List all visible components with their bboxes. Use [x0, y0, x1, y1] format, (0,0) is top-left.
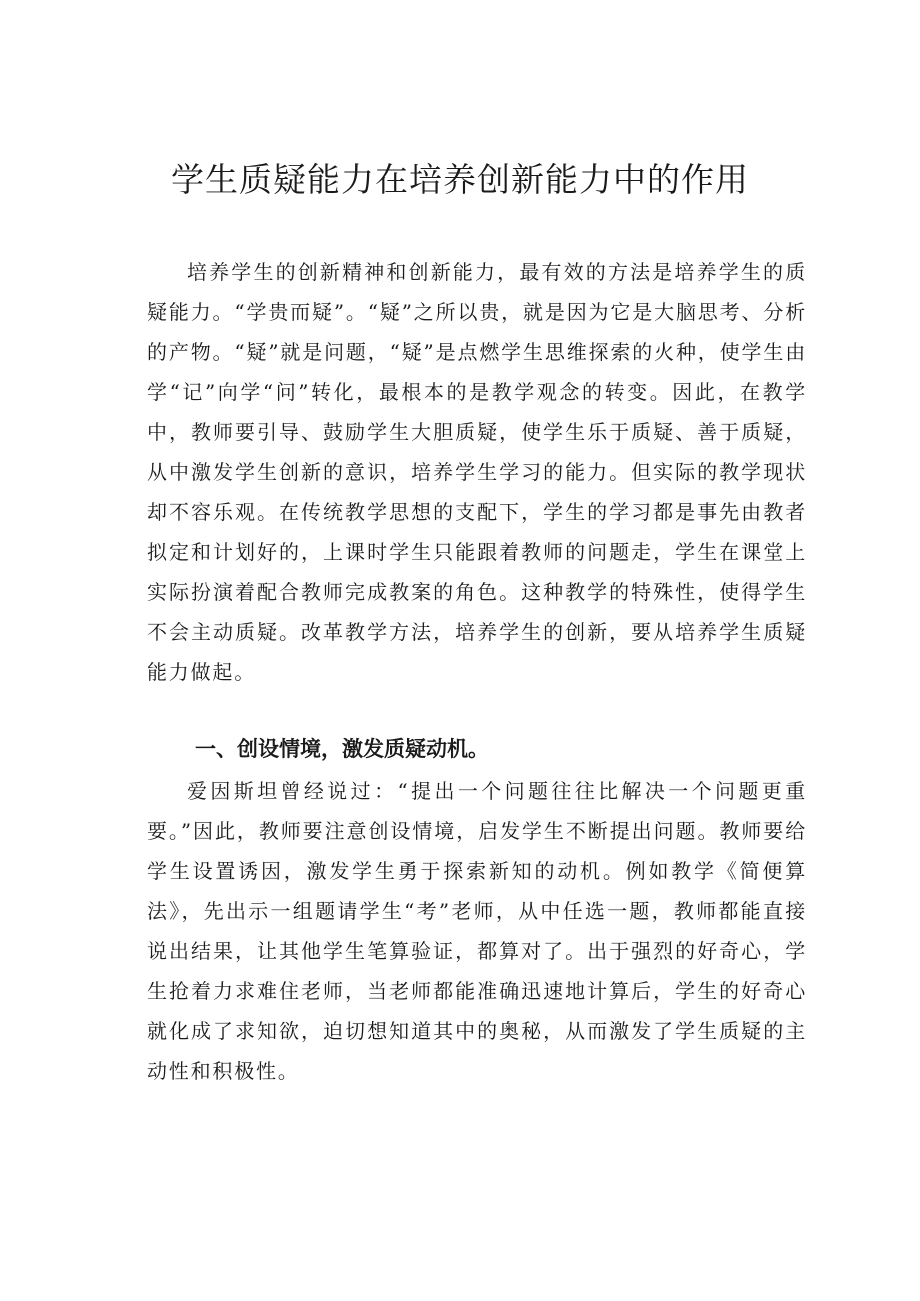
section-paragraph: 爱因斯坦曾经说过：“提出一个问题往往比解决一个问题更重要。”因此，教师要注意创设情境，启发学生不断提出问题。教师要给学生设置诱因，激发学生勇于探索新知的动机。例如教学《简便算法》，先出示一组题请学生“考”老师，从中任选一题，教师都能直接说出结果，让其他学生笔算验证，都算对了。出于强烈的好奇心，学生抢着力求难住老师，当老师都能准确迅速地计算后，学生的好奇心就化成了求知欲，迫切想知道其中的奥秘，从而激发了学生质疑的主动性和积极性。: [147, 779, 807, 1083]
section-heading: 一、创设情境，激发质疑动机。: [195, 737, 489, 761]
document-title: 学生质疑能力在培养创新能力中的作用: [171, 160, 749, 199]
intro-paragraph: 培养学生的创新精神和创新能力，最有效的方法是培养学生的质疑能力。“学贵而疑”。“疑”之所以贵，就是因为它是大脑思考、分析的产物。“疑”就是问题，“疑”是点燃学生思维探索的火种，使学生由学“记”向学“问”转化，最根本的是教学观念的转变。因此，在教学中，教师要引导、鼓励学生大胆质疑，使学生乐于质疑、善于质疑，从中激发学生创新的意识，培养学生学习的能力。但实际的教学现状却不容乐观。在传统教学思想的支配下，学生的学习都是事先由教者拟定和计划好的，上课时学生只能跟着教师的问题走，学生在课堂上实际扮演着配合教师完成教案的角色。这种教学的特殊性，使得学生不会主动质疑。改革教学方法，培养学生的创新，要从培养学生质疑能力做起。: [147, 260, 807, 684]
